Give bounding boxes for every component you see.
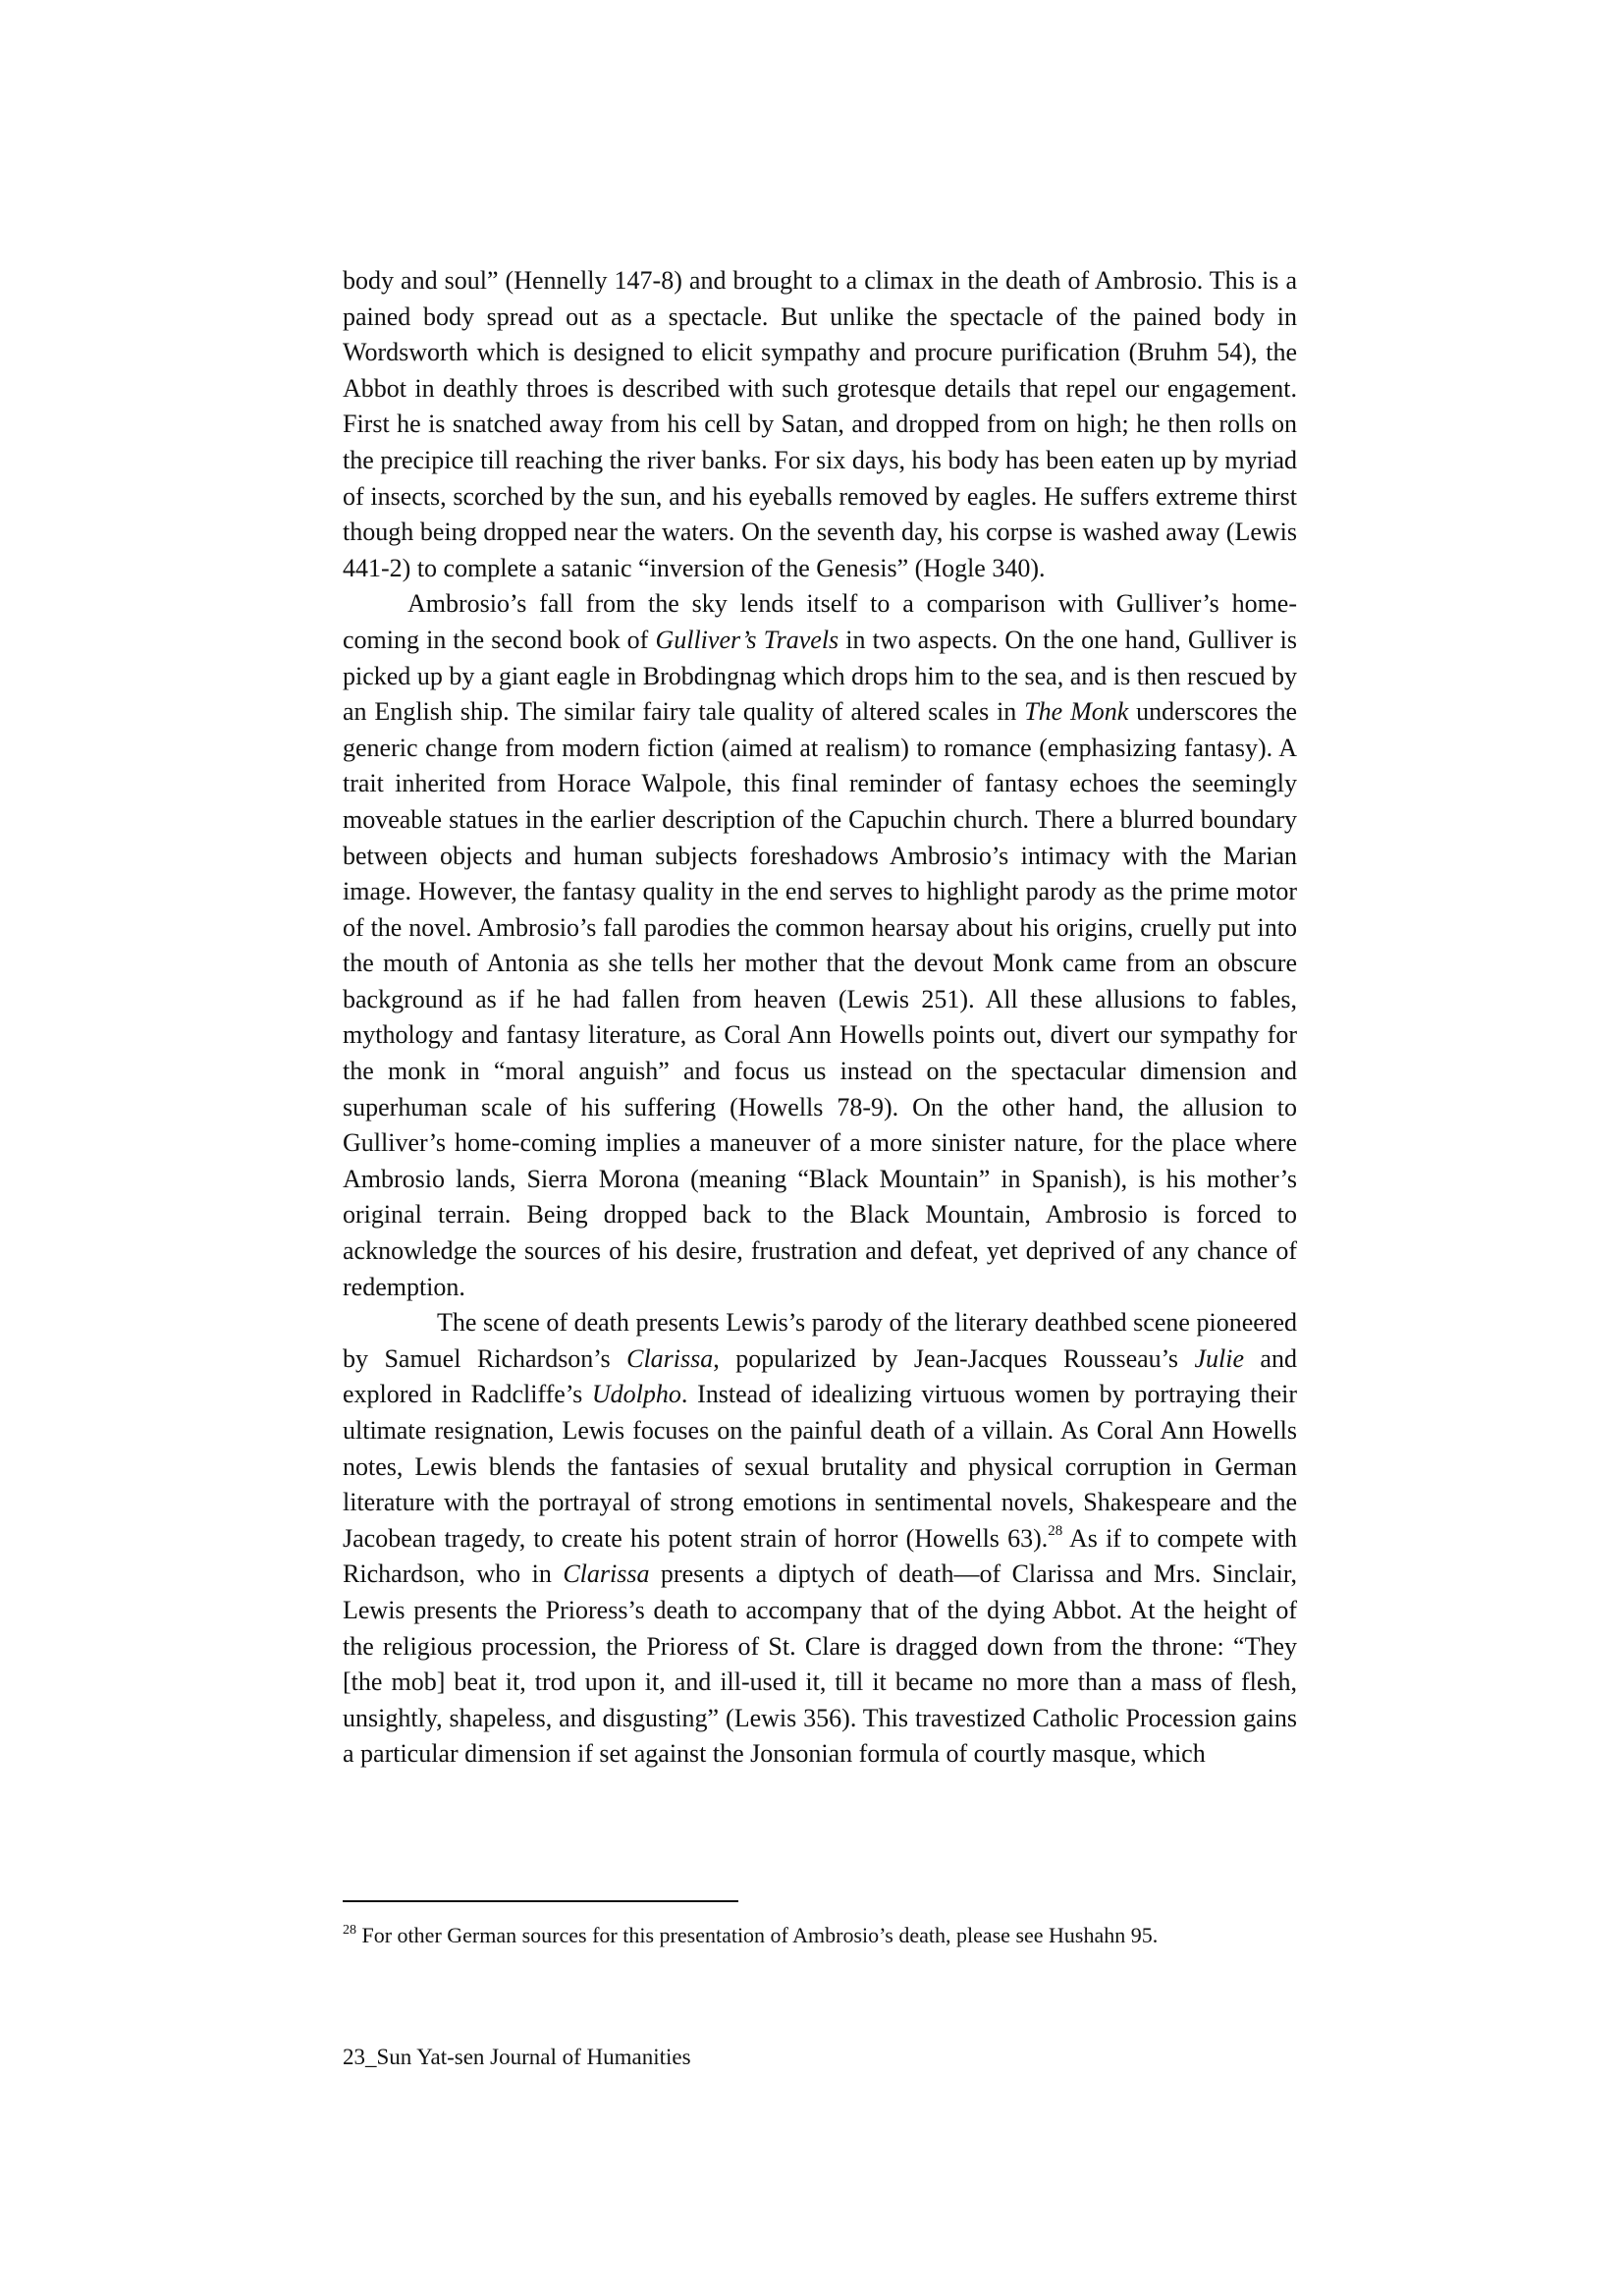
footnote-marker: 28 [343,1922,356,1938]
text-run: Ambrosio’s fall from the sky lends itself to a comparison with Gulliver’s home-coming in the second book of [343,589,1297,654]
footnote-reference: 28 [1048,1523,1063,1540]
paragraph [343,1305,1297,1773]
italic-title: Julie [1194,1343,1244,1373]
text-run: As if to compete with Richardson, who in [343,1523,1297,1589]
paragraph [343,263,1297,586]
text-run: and explored in Radcliffe’s [343,1343,1297,1409]
text-run: in two aspects. On the one hand, Gulliver is picked up by a giant eagle in Brobdingnag which drops him to the sea, and is then rescued by an English ship. The similar fairy tale quality of altered scales in [343,625,1297,727]
italic-title: Clarissa [626,1343,714,1373]
body-text [343,263,1297,1773]
page-footer: 23_Sun Yat-sen Journal of Humanities [343,2045,691,2069]
text-run: presents a diptych of death—of Clarissa and Mrs. Sinclair, Lewis presents the Prioress’s death to accompany that of the dying Abbot. At the height of the religious procession, the Prioress of St. Clare is dragged down from the throne: “They [the mob] beat it, trod upon it, and ill-used it, till it became no more than a mass of flesh, unsightly, shapeless, and disgusting” (Lewis 356). This travestized Catholic Procession gains a particular dimension if set against the Jonsonian formula of courtly masque, which [343,1559,1298,1769]
text-run: , popularized by Jean-Jacques Rousseau’s [713,1343,1195,1373]
italic-title: Udolpho [591,1380,681,1409]
italic-title: Clarissa [563,1559,650,1589]
footnote-text: For other German sources for this presentation of Ambrosio’s death, please see Hushahn 95. [356,1923,1159,1947]
footnote [343,1921,1305,1950]
text-run: body and soul” (Hennelly 147-8) and brought to a climax in the death of Ambrosio. This is a pained body spread out as a spectacle. But unlike the spectacle of the pained body in Wordsworth which is designed to elicit sympathy and procure purification (Bruhm 54), the Abbot in deathly throes is described with such grotesque details that repel our engagement. First he is snatched away from his cell by Satan, and dropped from on high; he then rolls on the precipice till reaching the river banks. For six days, his body has been eaten up by myriad of insects, scorched by the sun, and his eyeballs removed by eagles. He suffers extreme thirst though being dropped near the waters. On the seventh day, his corpse is washed away (Lewis 441-2) to complete a satanic “inversion of the Genesis” (Hogle 340). [343,266,1297,582]
footnote-separator [343,1900,738,1902]
text-run: The scene of death presents Lewis’s parody of the literary deathbed scene pioneered by Samuel Richardson’s [343,1308,1297,1373]
italic-title: Gulliver’s Travels [655,625,839,654]
paragraph [343,586,1297,1305]
text-run: underscores the generic change from modern fiction (aimed at realism) to romance (emphasizing fantasy). A trait inherited from Horace Walpole, this final reminder of fantasy echoes the seemingly moveable statues in the earlier description of the Capuchin church. There a blurred boundary between objects and human subjects foreshadows Ambrosio’s intimacy with the Marian image. However, the fantasy quality in the end serves to highlight parody as the prime motor of the novel. Ambrosio’s fall parodies the common hearsay about his origins, cruelly put into the mouth of Antonia as she tells her mother that the devout Monk came from an obscure background as if he had fallen from heaven (Lewis 251). All these allusions to fables, mythology and fantasy literature, as Coral Ann Howells points out, divert our sympathy for the monk in “moral anguish” and focus us instead on the spectacular dimension and superhuman scale of his suffering (Howells 78-9). On the other hand, the allusion to Gulliver’s home-coming implies a maneuver of a more sinister nature, for the place where Ambrosio lands, Sierra Morona (meaning “Black Mountain” in Spanish), is his mother’s original terrain. Being dropped back to the Black Mountain, Ambrosio is forced to acknowledge the sources of his desire, frustration and defeat, yet deprived of any chance of redemption. [343,697,1297,1301]
text-run: . Instead of idealizing virtuous women by portraying their ultimate resignation, Lewis focuses on the painful death of a villain. As Coral Ann Howells notes, Lewis blends the fantasies of sexual brutality and physical corruption in German literature with the portrayal of strong emotions in sentimental novels, Shakespeare and the Jacobean tragedy, to create his potent strain of horror (Howells 63). [343,1380,1297,1553]
italic-title: The Monk [1024,697,1129,727]
